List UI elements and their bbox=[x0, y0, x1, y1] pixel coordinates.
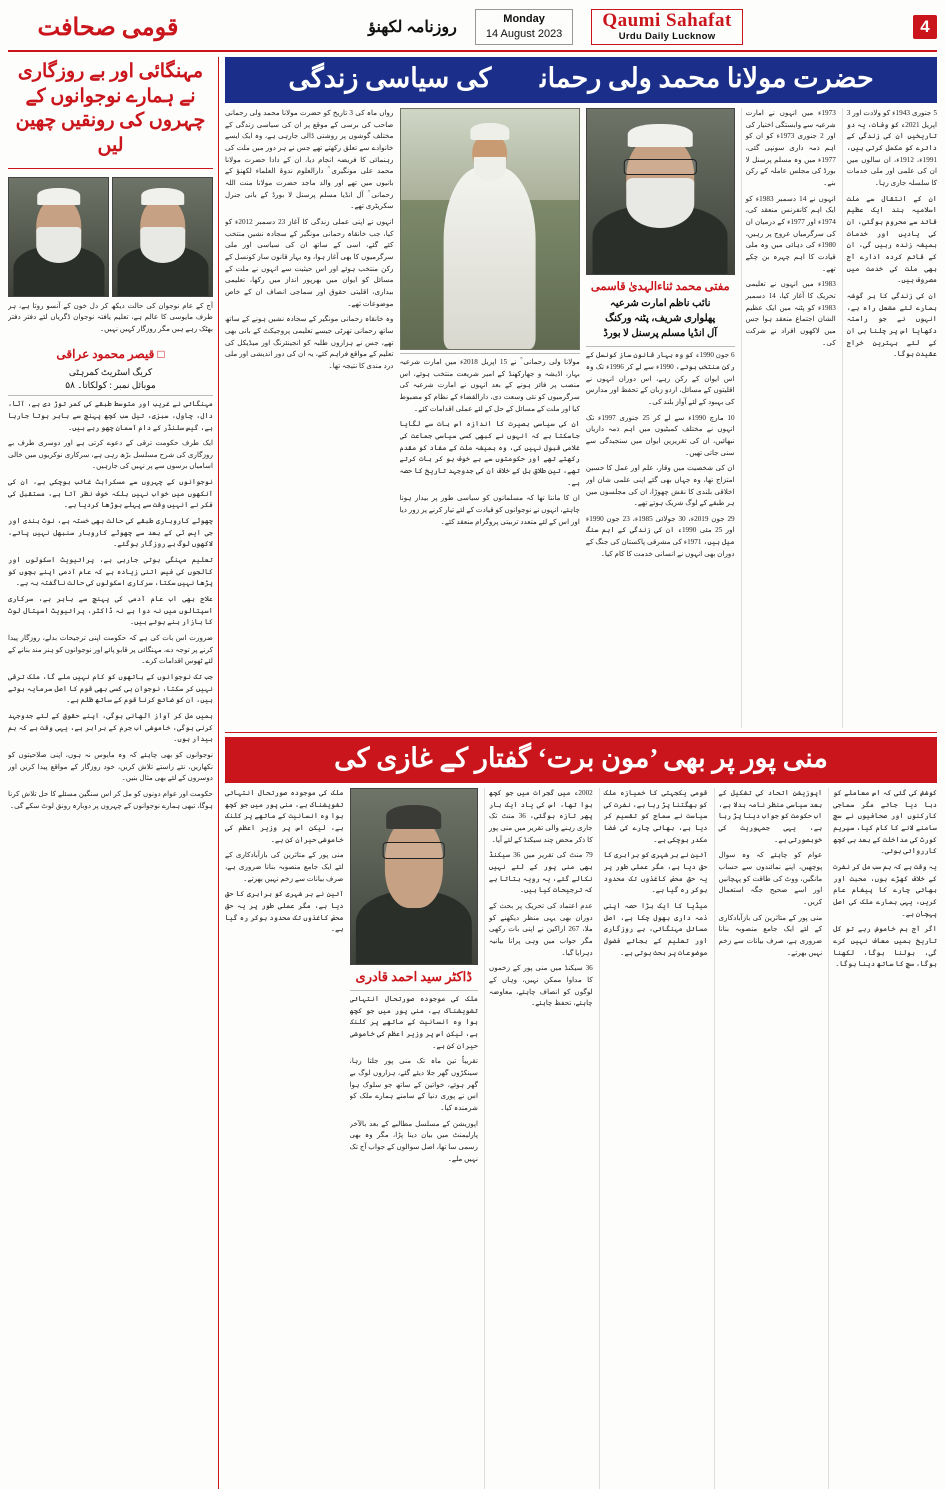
portrait-photo-mufti bbox=[586, 108, 735, 275]
lead-text-column-4 bbox=[400, 357, 580, 728]
paragraph: ان کی سیاسی بصیرت کا اندازہ اس بات سے لگایا جاسکتا ہے کہ انہوں نے کبھی کسی سیاسی جماعت کی غلامی قبول نہیں کی، وہ ہمیشہ ملت کے مفاد کو مقدم رکھتے تھے اور حکومتوں سے بے خوف ہو کر بات کرتے تھے، تین طلاق بل کے خلاف ان کی جدوجہد تاریخ کا حصہ ہے۔ bbox=[399, 420, 580, 487]
lead-main-photo-column bbox=[400, 108, 580, 728]
paragraph: جب تک نوجوانوں کے ہاتھوں کو کام نہیں ملے گا، ملک ترقی نہیں کر سکتا، نوجوان ہی کسی بھی قوم کا اصل سرمایہ ہوتے ہیں، ان کو ضائع کرنا قوم کے ساتھ ظلم ہے۔ bbox=[8, 672, 213, 705]
paragraph: نوجوانوں کے چہروں سے مسکراہٹ غائب ہوچکی ہے، ان کی آنکھوں میں خواب نہیں بلکہ خوف نظر آتا ہے، مستقبل کی فکر نے انہیں وقت سے پہلے بوڑھا کردیا ہے۔ bbox=[8, 478, 213, 510]
paragraph: 79 منٹ کی تقریر میں 36 سیکنڈ بھی منی پور کے لئے نہیں نکالے گئے، یہ رویہ بتاتا ہے کہ ترجیحات کیا ہیں۔ bbox=[489, 851, 593, 895]
paragraph: وہ خانقاہ رحمانی مونگیر کے سجادہ نشیں ہونے کے ساتھ ساتھ رحمانی تھرٹی جیسے تعلیمی پروجیکٹ کے بانی بھی تھے، جس نے ہزاروں طلبہ کو انجینئرنگ اور میڈیکل کی تعلیم کے مواقع فراہم کئے، یہ ان کی دور اندیشی اور ملی درد مندی کا نتیجہ تھا۔ bbox=[224, 315, 394, 370]
masthead-logo-title: Qaumi Sahafat bbox=[602, 10, 732, 32]
lead-portrait-column bbox=[586, 108, 735, 728]
paragraph: منی پور کے متاثرین کی بازآبادکاری کے لئے ایک جامع منصوبہ بنانا ضروری ہے، صرف بیانات سے زخم نہیں بھرتے۔ bbox=[718, 913, 823, 957]
lead-article bbox=[225, 108, 937, 728]
second-text-column-6 bbox=[225, 788, 344, 1489]
right-intro-paragraph bbox=[8, 301, 213, 340]
lead-text-column-1 bbox=[842, 108, 937, 728]
second-headline: منی پور پر بھی ’مون برت‘ گفتار کے غازی کی bbox=[225, 737, 937, 783]
main-content bbox=[225, 57, 937, 1489]
paragraph: ان کا ماننا تھا کہ مسلمانوں کو سیاسی طور پر بیدار ہونا چاہئے، انہوں نے نوجوانوں کو قیادت کے لئے تیار کرنے پر زور دیا اور اس کے لئے متعدد تربیتی پروگرام منعقد کئے۔ bbox=[399, 494, 580, 526]
paragraph: ملک کی موجودہ صورتحال انتہائی تشویشناک ہے، منی پور میں جو کچھ ہوا وہ انسانیت کے ماتھے پر کلنک ہے، لیکن اس پر وزیر اعظم کی خاموشی حیران کن ہے۔ bbox=[224, 789, 344, 844]
masthead-center bbox=[198, 9, 913, 45]
paragraph: ایک طرف حکومت ترقی کے دعوے کرتی ہے اور دوسری طرف بے روزگاری کی شرح مسلسل بڑھ رہی ہے، سرکاری نوکریوں میں خالی اسامیاں برسوں سے پر نہیں کی جارہیں۔ bbox=[8, 439, 213, 471]
event-photo-maulana bbox=[400, 108, 580, 350]
paragraph: 10 مارچ 1990ء سے لے کر 25 جنوری 1997ء تک انہوں نے مختلف کمیٹیوں میں اہم ذمہ داریاں نبھائیں، ان کی تقریریں ایوان میں سنجیدگی سے سنی جاتی تھیں۔ bbox=[585, 413, 735, 457]
caption-role-1: نائب ناظم امارت شرعیہ bbox=[609, 298, 711, 310]
paragraph: کوشش کی گئی کہ اس معاملے کو دبا دیا جائے مگر سماجی کارکنوں اور صحافیوں نے سچ سامنے لانے کا کام کیا، سپریم کورٹ کی مداخلت کے بعد ہی کچھ کارروائی ہوئی۔ bbox=[833, 789, 937, 856]
masthead-date-day: Monday bbox=[503, 13, 545, 26]
masthead-urdu-title: قومی صحافت bbox=[37, 14, 179, 41]
paragraph: عدم اعتماد کی تحریک پر بحث کے دوران بھی یہی منظر دیکھنے کو ملا، 267 اراکین نے اپنی بات رکھی مگر جواب میں وہی پرانا بیانیہ دہرایا گیا۔ bbox=[489, 902, 593, 957]
masthead-logo-subtitle: Urdu Daily Lucknow bbox=[618, 30, 716, 42]
paragraph: تقریباً تین ماہ تک منی پور جلتا رہا، سینکڑوں گھر جلا دیئے گئے، ہزاروں لوگ بے گھر ہوئے، خواتین کے ساتھ جو سلوک ہوا اس نے پوری دنیا کے سامنے ہمارے ملک کو شرمندہ کیا۔ bbox=[349, 1057, 478, 1112]
lead-text-column-2 bbox=[741, 108, 836, 728]
paragraph: رواں ماہ کی 3 تاریخ کو حضرت مولانا محمد ولی رحمانی صاحب کی برسی کے موقع پر ان کی سیاسی زندگی کے مختلف گوشوں پر روشنی ڈالی جارہی ہے، وہ ایک ایسے خانوادے سے تعلق رکھتے تھے جس نے ہر دور میں ملت کی رہنمائی کا فریضہ انجام دیا، ان کے دادا حضرت مولانا محمد علی مونگیری ؒ دارالعلوم ندوۃ العلماء لکھنؤ کے بانیوں میں تھے اور والد ماجد حضرت مولانا منت اللہ رحمانی ؒ آل انڈیا مسلم پرسنل لا بورڈ کے بانی جنرل سکریٹری تھے۔ bbox=[224, 109, 394, 211]
second-text-column-4 bbox=[484, 788, 593, 1489]
paragraph: اپوزیشن کے مسلسل مطالبے کے بعد بالآخر پارلیمنٹ میں بیان دینا پڑا، مگر وہ بھی رسمی سا تھا، اصل سوالوں کے جواب آج تک نہیں ملے۔ bbox=[349, 1119, 478, 1163]
caption-role-3: آل انڈیا مسلم پرسنل لا بورڈ bbox=[603, 328, 718, 340]
paragraph: منی پور کے متاثرین کی بازآبادکاری کے لئے ایک جامع منصوبہ بنانا ضروری ہے، صرف بیانات سے زخم نہیں بھرتے۔ bbox=[224, 851, 344, 883]
portrait-photo-right-1 bbox=[112, 177, 213, 297]
lead-headline: حضرت مولانا محمد ولی رحمانیؒ کی سیاسی زندگی bbox=[225, 57, 937, 103]
portrait-photo-right-2 bbox=[8, 177, 109, 297]
paragraph: علاج بھی اب عام آدمی کی پہنچ سے باہر ہے، سرکاری اسپتالوں میں نہ دوا ہے نہ ڈاکٹر، پرائیویٹ اسپتال لوٹ کا بازار بنے ہوئے ہیں۔ bbox=[8, 595, 213, 627]
byline-sub-2: موبائل نمبر : کولکاتا۔ ۵۸ bbox=[65, 380, 156, 391]
paragraph: ضرورت اس بات کی ہے کہ حکومت اپنی ترجیحات بدلے، روزگار پیدا کرنے پر توجہ دے، مہنگائی پر قابو پائے اور نوجوانوں کو ہنر مند بنانے کے لئے ٹھوس اقدامات کرے۔ bbox=[8, 634, 213, 666]
page-body bbox=[8, 57, 937, 1489]
paragraph: آئین نے ہر شہری کو برابری کا حق دیا ہے، مگر عملی طور پر یہ حق محض کاغذوں تک محدود ہوکر رہ گیا ہے۔ bbox=[603, 851, 708, 895]
paragraph: ملک کی موجودہ صورتحال انتہائی تشویشناک ہے، منی پور میں جو کچھ ہوا وہ انسانیت کے ماتھے پر کلنک ہے، لیکن اس پر وزیر اعظم کی خاموشی حیران کن ہے۔ bbox=[349, 995, 478, 1050]
right-column bbox=[8, 57, 219, 1489]
right-column-body bbox=[8, 399, 213, 1489]
paragraph: ان کی زندگی کا ہر گوشہ ہمارے لئے مشعل راہ ہے، انہوں نے جو راستہ دکھایا اس پر چلنا ہی ان کے لئے بہترین خراج عقیدت ہوگا۔ bbox=[846, 291, 937, 359]
paragraph: قومی یکجہتی کا خمیازہ ملک کو بھگتنا پڑ رہا ہے، نفرت کی سیاست نے سماج کو تقسیم کر دیا ہے، بھائی چارے کی فضا مکدر ہوچکی ہے۔ bbox=[603, 789, 708, 844]
paragraph: انہوں نے 14 دسمبر 1983ء کو ایک اہم کانفرنس منعقد کی، 1974ء اور 1977ء کے درمیان ان کی سرگرمیاں عروج پر رہیں، 1980ء کی دہائی میں وہ ملی قیادت کا اہم چہرہ بن چکے تھے۔ bbox=[745, 194, 836, 273]
paragraph: حکومت اور عوام دونوں کو مل کر اس سنگین مسئلے کا حل تلاش کرنا ہوگا، تبھی ہمارے نوجوانوں کے چہروں پر دوبارہ رونق لوٹ سکے گی۔ bbox=[8, 789, 213, 810]
second-text-column-5 bbox=[350, 994, 478, 1489]
paragraph: میڈیا کا ایک بڑا حصہ اپنی ذمہ داری بھول چکا ہے، اصل مسائل مہنگائی، بے روزگاری اور تعلیم کے بجائے فضول موضوعات پر بحث ہوتی ہے۔ bbox=[603, 902, 708, 957]
paragraph: مہنگائی نے غریب اور متوسط طبقے کی کمر توڑ دی ہے، آٹا، دال، چاول، سبزی، تیل سب کچھ پہنچ سے باہر ہوتا جارہا ہے، گیس سلنڈر کے دام آسمان چھو رہے ہیں۔ bbox=[8, 400, 213, 432]
paragraph: 29 جون 2019ء، 30 جولائی 1985ء، 23 جون 1990ء اور 25 مئی 1990ء ان کی زندگی کے اہم سنگ میل ہیں، 1971ء کی مشرقی پاکستان کی جنگ کے دوران بھی انہوں نے انسانی خدمت کا کام کیا۔ bbox=[585, 514, 735, 558]
paragraph: ان کی شخصیت میں وقار، علم اور عمل کا حسین امتزاج تھا، وہ جہاں بھی گئے اپنی علمی شان اور اخلاقی بلندی کا نقش چھوڑا، ان کی مجلسوں میں ہر طبقے کے لوگ شریک ہوتے تھے۔ bbox=[585, 464, 735, 508]
portrait-photo-qadri bbox=[350, 788, 478, 965]
right-column-photo-strip bbox=[8, 177, 213, 297]
right-column-byline bbox=[8, 343, 213, 366]
paragraph: 36 سیکنڈ میں منی پور کے زخموں کا مداوا ممکن نہیں، وہاں کے لوگوں کو انصاف چاہئے، معاوضہ چاہئے، تحفظ چاہئے۔ bbox=[489, 964, 593, 1008]
masthead bbox=[8, 6, 937, 52]
second-text-column-2 bbox=[714, 788, 823, 1489]
caption-role-2: پھلواری شریف، پٹنہ ورکنگ bbox=[605, 313, 716, 325]
paragraph: آج کے عام نوجوان کی حالت دیکھ کر دل خون کے آنسو روتا ہے، ہر طرف مایوسی کا عالم ہے، تعلیم یافتہ نوجوان ڈگریاں لئے دفتر دفتر بھٹک رہے ہیں مگر روزگار کہیں نہیں۔ bbox=[8, 301, 213, 334]
second-text-column-1 bbox=[828, 788, 937, 1489]
paragraph: آئین نے ہر شہری کو برابری کا حق دیا ہے، مگر عملی طور پر یہ حق محض کاغذوں تک محدود ہوکر رہ گیا ہے۔ bbox=[224, 890, 344, 934]
page-number: 4 bbox=[913, 15, 937, 39]
lead-text-column-5 bbox=[225, 108, 394, 728]
masthead-logo bbox=[591, 9, 743, 45]
second-byline: ڈاکٹر سید احمد قادری bbox=[355, 969, 473, 985]
byline-sub-1: کریگ اسٹریٹ کمرہٹی bbox=[68, 367, 153, 378]
paragraph: نوجوانوں کو بھی چاہئے کہ وہ مایوس نہ ہوں، اپنی صلاحیتوں کو نکھاریں، نئے راستے تلاش کریں، خود روزگار کے مواقع پیدا کریں اور دوسروں کے لئے بھی مثال بنیں۔ bbox=[8, 750, 213, 783]
paragraph: مولانا ولی رحمانی ؒ نے 15 اپریل 2018ء میں امارت شرعیہ بہار، اڈیشہ و جھارکھنڈ کے امیر شریعت منتخب ہوئے، اس منصب پر فائز ہونے کے بعد انہوں نے امارت شرعیہ کی سرگرمیوں کو نئی وسعت دی، دارالقضاء کے نظام کو مضبوط کیا اور ملت کے مسائل کے حل کے لئے عملی اقدامات کئے۔ bbox=[399, 358, 580, 413]
second-article bbox=[225, 788, 937, 1489]
masthead-urdu-daily: روزنامہ لکھنؤ bbox=[368, 19, 457, 36]
bullet-icon: □ bbox=[157, 346, 165, 361]
paragraph: ہمیں مل کر آواز اٹھانی ہوگی، اپنے حقوق کے لئے جدوجہد کرنی ہوگی، خاموشی اب جرم کے برابر ہے، یہی وقت ہے کہ ہم بیدار ہوں۔ bbox=[8, 711, 213, 744]
paragraph: 1983ء میں انہوں نے تعلیمی تحریک کا آغاز کیا، 14 دسمبر 1983ء کو پٹنہ میں ایک عظیم الشان اجتماع منعقد ہوا جس میں لاکھوں افراد نے شرکت کی۔ bbox=[745, 280, 836, 347]
masthead-date bbox=[475, 9, 573, 45]
paragraph: 2002ء میں گجرات میں جو کچھ ہوا تھا، اس کی یاد ایک بار پھر تازہ ہوگئی، 36 منٹ تک جاری رہنے والی تقریر میں منی پور کا ذکر محض چند سیکنڈ کے لئے آیا۔ bbox=[489, 789, 593, 844]
paragraph: انہوں نے اپنی عملی زندگی کا آغاز 23 دسمبر 2012ء کو کیا، جب خانقاہ رحمانی مونگیر کے سجادہ نشیں منتخب کئے گئے، اسی کے ساتھ ان کی سیاسی اور ملی سرگرمیوں کا بھی آغاز ہوا، وہ بہار قانون ساز کونسل کے رکن منتخب ہوئے اور اس حیثیت سے انہوں نے ملت کے مسائل کو ایوان میں بھرپور انداز میں رکھا، تعلیمی بیداری، اقلیتی حقوق اور سماجی انصاف ان کے خاص موضوعات تھے۔ bbox=[224, 217, 394, 308]
paragraph: تعلیم مہنگی ہوتی جارہی ہے، پرائیویٹ اسکولوں اور کالجوں کی فیس اتنی زیادہ ہے کہ عام آدمی اپنے بچوں کو پڑھا نہیں سکتا، سرکاری اسکولوں کی حالت ناگفتہ بہ ہے۔ bbox=[8, 556, 213, 588]
paragraph: یہ وقت ہے کہ ہم سب مل کر نفرت کے خلاف کھڑے ہوں، محبت اور بھائی چارے کا پیغام عام کریں، یہی ہمارے ملک کی اصل پہچان ہے۔ bbox=[833, 863, 937, 918]
portrait-caption bbox=[586, 275, 735, 343]
lead-text-column-3 bbox=[586, 350, 735, 728]
paragraph: 6 جون 1990ء کو وہ بہار قانون ساز کونسل کے رکن منتخب ہوئے، 1990ء سے لے کر 1996ء تک وہ اس ایوان کے رکن رہے، اس دوران انہوں نے اقلیتوں کے مسائل، اردو زبان کے تحفظ اور مدارس کی بہبود کے لئے آواز بلند کی۔ bbox=[585, 351, 735, 406]
paragraph: عوام کو چاہئے کہ وہ سوال پوچھیں، اپنے نمائندوں سے حساب مانگیں، ووٹ کی طاقت کو پہچانیں اور اسے صحیح جگہ استعمال کریں۔ bbox=[718, 851, 823, 906]
byline-name: قیصر محمود عراقی bbox=[56, 346, 155, 361]
paragraph: 1973ء میں انہوں نے امارت شرعیہ سے وابستگی اختیار کی اور 2 جنوری 1973ء کو ان کو اہم ذمہ داری سونپی گئی، 1977ء میں وہ مسلم پرسنل لا بورڈ کی مجلس عاملہ کے رکن بنے۔ bbox=[745, 109, 836, 187]
paragraph: اپوزیشن اتحاد کی تشکیل کے بعد سیاسی منظر نامہ بدلا ہے، اب حکومت کو جواب دینا پڑ رہا ہے، یہی جمہوریت کی خوبصورتی ہے۔ bbox=[718, 789, 823, 844]
second-portrait-column bbox=[350, 788, 478, 1489]
paragraph: چھوٹے کاروباری طبقے کی حالت بھی خستہ ہے، نوٹ بندی اور جی ایس ٹی کے بعد سے چھوٹے کاروبار سنبھل نہیں پائے، لاکھوں لوگ بے روزگار ہوگئے۔ bbox=[8, 517, 213, 549]
right-column-headline: مہنگائی اور بے روزگاری نے ہمارے نوجوانوں کے چہروں کی رونقیں چھین لیں bbox=[15, 61, 206, 157]
paragraph: ان کے انتقال سے ملت اسلامیہ ہند ایک عظیم قائد سے محروم ہوگئی، ان کی یادیں اور خدمات ہمیشہ زندہ رہیں گی، ان کے قائم کردہ ادارے آج بھی ملت کی خدمت میں مصروف ہیں۔ bbox=[846, 194, 937, 285]
paragraph: اگر آج ہم خاموش رہے تو کل تاریخ ہمیں معاف نہیں کرے گی، بولنا ہوگا، لکھنا ہوگا، سچ کا ساتھ دینا ہوگا۔ bbox=[833, 925, 937, 969]
paragraph: 5 جنوری 1943ء کو ولادت اور 3 اپریل 2021ء کو وفات، یہ دو تاریخیں ان کی زندگی کے دائرے کو مکمل کرتی ہیں، 1991ء، 1912ء، ان سالوں میں ان کی علمی اور ملی خدمات کا سلسلہ جاری رہا۔ bbox=[846, 109, 937, 187]
caption-name: مفتی محمد ثناءالہدیٰ قاسمی bbox=[590, 281, 730, 294]
second-text-column-3 bbox=[599, 788, 708, 1489]
masthead-date-full: 14 August 2023 bbox=[485, 28, 563, 40]
